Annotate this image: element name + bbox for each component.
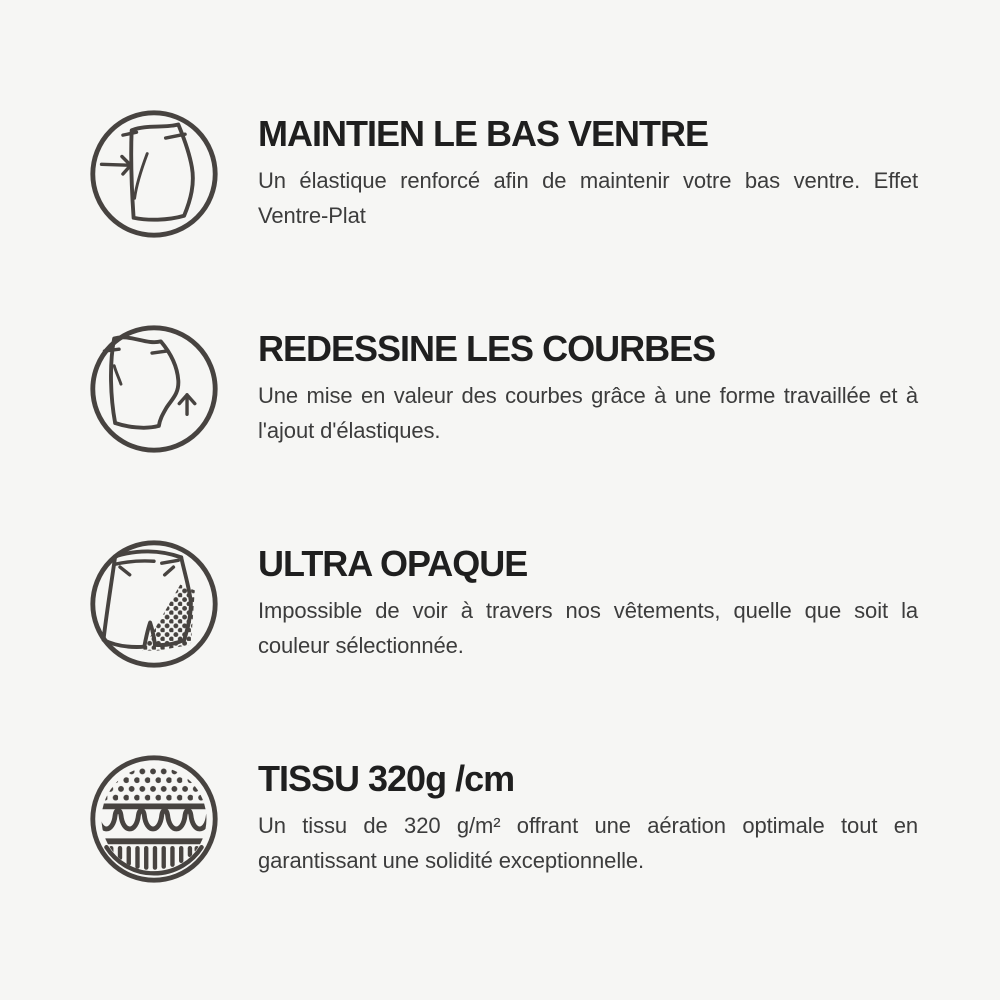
feature-title: MAINTIEN LE BAS VENTRE (258, 113, 709, 155)
feature-item-fabric (86, 751, 918, 887)
feature-text (258, 545, 918, 662)
ultra-opaque-icon (86, 536, 222, 672)
feature-text (258, 330, 918, 447)
feature-description: Un élastique renforcé afin de maintenir votre bas ventre. Effet Ventre-Plat (258, 167, 918, 228)
feature-title: TISSU 320g /cm (258, 758, 515, 800)
feature-item-belly-support (86, 106, 918, 242)
feature-item-ultra-opaque (86, 536, 918, 672)
feature-item-curves-lift (86, 321, 918, 457)
fabric-texture-icon (86, 751, 222, 887)
feature-text (258, 115, 918, 232)
feature-description: Un tissu de 320 g/m² offrant une aération optimale tout en garantissant une solidité exceptionnelle. (258, 812, 918, 873)
feature-title: REDESSINE LES COURBES (258, 328, 716, 370)
curves-lift-icon (86, 321, 222, 457)
belly-support-icon (86, 106, 222, 242)
feature-title: ULTRA OPAQUE (258, 543, 528, 585)
feature-text (258, 760, 918, 877)
feature-description: Impossible de voir à travers nos vêtements, quelle que soit la couleur sélectionnée. (258, 597, 918, 658)
feature-description: Une mise en valeur des courbes grâce à une forme travaillée et à l'ajout d'élastiques. (258, 382, 918, 443)
